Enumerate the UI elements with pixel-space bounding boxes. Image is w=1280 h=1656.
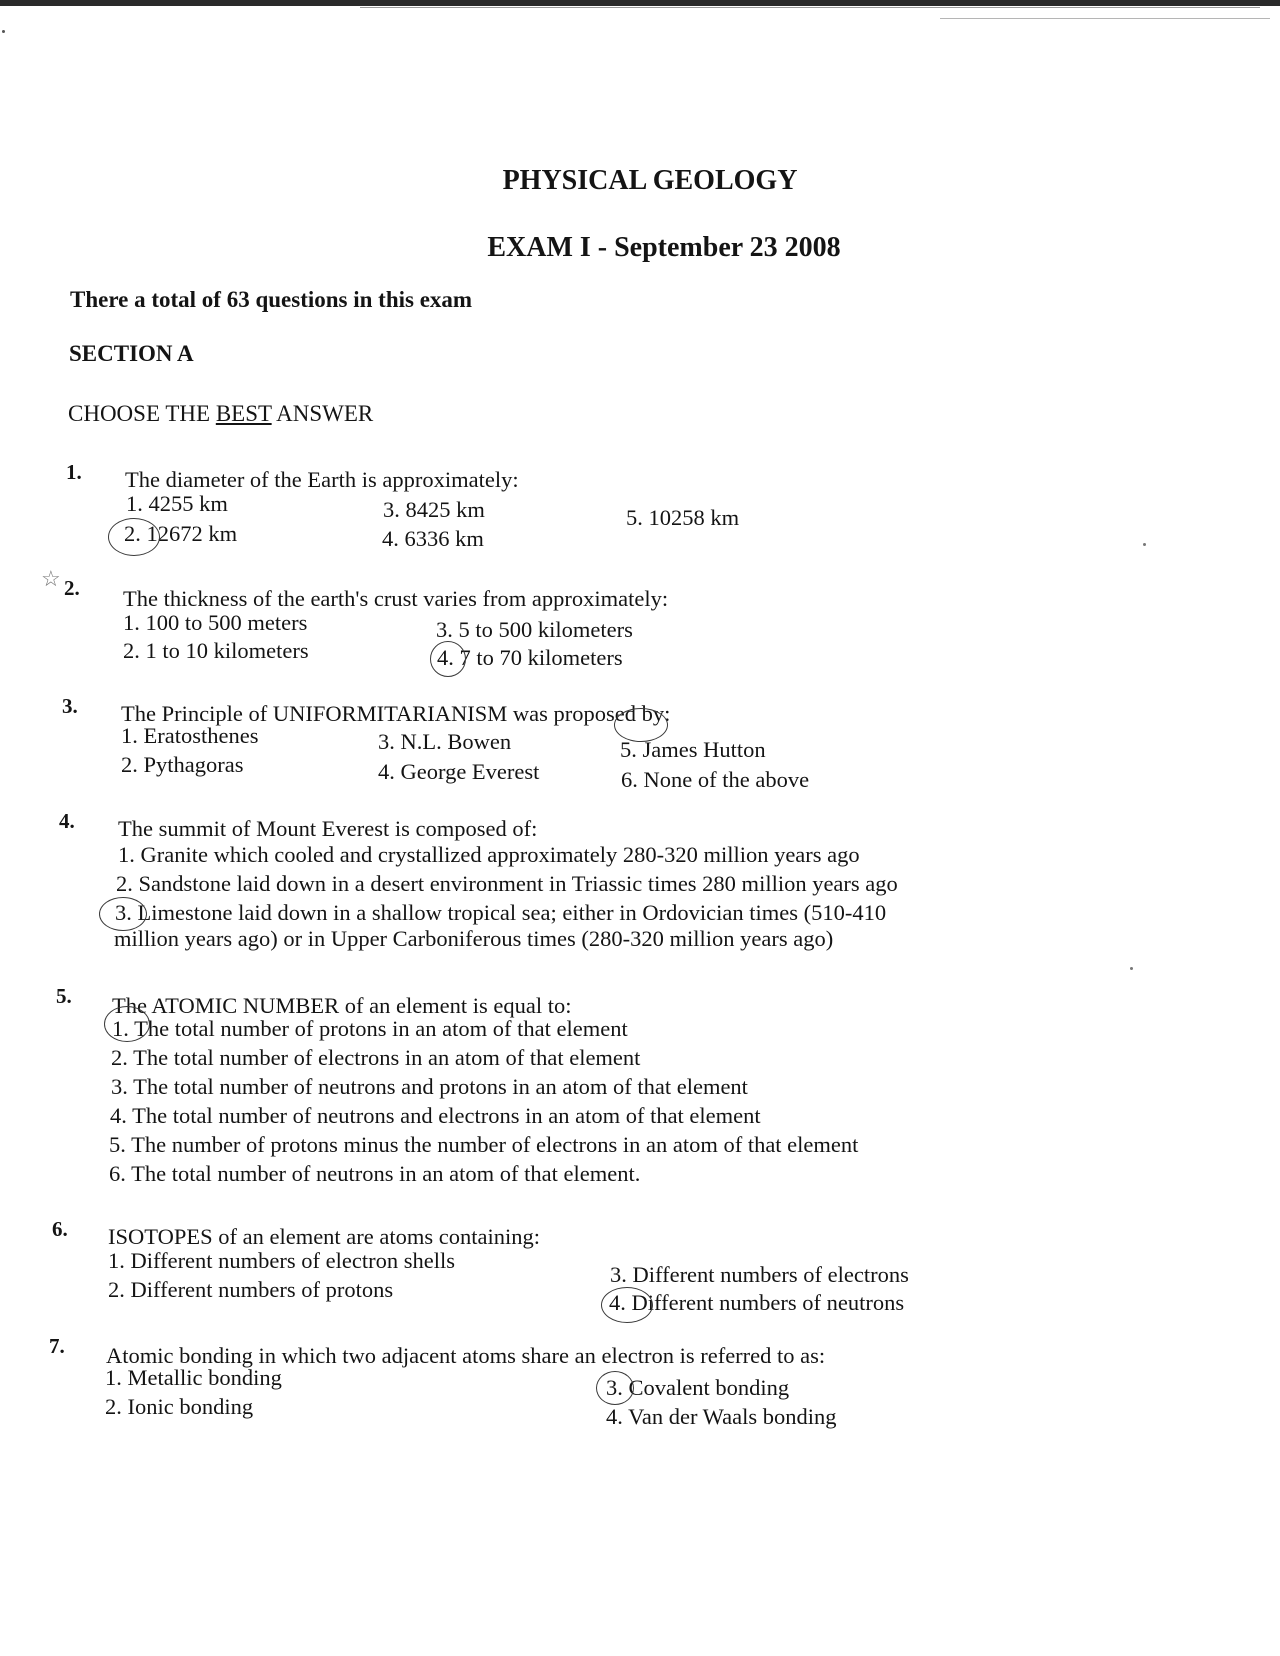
answer-circle [104, 1006, 150, 1042]
option[interactable]: 4. George Everest [378, 759, 540, 784]
option[interactable]: 5. James Hutton [620, 737, 766, 762]
answer-circle [596, 1371, 634, 1405]
option[interactable]: 2. Sandstone laid down in a desert environment in Triassic times 280 million years ago [116, 871, 898, 896]
option[interactable]: 4. Van der Waals bonding [606, 1404, 837, 1429]
answer-circle [430, 641, 466, 677]
question-number: 2. [64, 576, 80, 600]
option[interactable]: 6. The total number of neutrons in an atom of that element. [109, 1161, 641, 1186]
document-title: PHYSICAL GEOLOGY [502, 165, 798, 196]
question-text: ISOTOPES of an element are atoms containing: [108, 1224, 540, 1249]
exam-subtitle: EXAM I - September 23 2008 [487, 232, 841, 263]
scan-line [940, 18, 1270, 19]
option[interactable]: 3. Covalent bonding [606, 1375, 790, 1400]
question-text: The ATOMIC NUMBER of an element is equal to: [112, 993, 572, 1018]
option[interactable]: 1. 100 to 500 meters [123, 610, 308, 635]
option[interactable]: 4. 7 to 70 kilometers [437, 645, 623, 670]
star-mark-icon: ☆ [41, 566, 61, 591]
option[interactable]: 3. 5 to 500 kilometers [436, 617, 633, 642]
option-continuation: million years ago) or in Upper Carboniferous times (280-320 million years ago) [114, 926, 834, 951]
question-text: The diameter of the Earth is approximately: [125, 467, 519, 492]
option[interactable]: 4. 6336 km [382, 526, 484, 551]
answer-circle [99, 897, 147, 931]
question-number: 7. [49, 1334, 65, 1358]
answer-circle [614, 708, 668, 742]
question-number: 5. [56, 984, 72, 1008]
option[interactable]: 5. 10258 km [626, 505, 740, 530]
option[interactable]: 4. The total number of neutrons and electrons in an atom of that element [110, 1103, 761, 1128]
option[interactable]: 2. 12672 km [124, 521, 238, 546]
question-text: Atomic bonding in which two adjacent atoms share an electron is referred to as: [106, 1343, 826, 1368]
instruction [68, 401, 373, 427]
question-number: 1. [66, 460, 82, 484]
question-text: The Principle of UNIFORMITARIANISM was proposed by: [121, 701, 671, 726]
option[interactable]: 3. Limestone laid down in a shallow tropical sea; either in Ordovician times (510-410 [115, 900, 887, 925]
option[interactable]: 1. Granite which cooled and crystallized approximately 280-320 million years ago [118, 842, 860, 867]
option[interactable]: 1. Different numbers of electron shells [108, 1248, 455, 1273]
instruction-part: CHOOSE THE [68, 401, 211, 426]
scan-speck [2, 30, 5, 33]
option[interactable]: 4. Different numbers of neutrons [609, 1290, 905, 1315]
scan-line [360, 7, 1260, 8]
instruction-emphasis: BEST [215, 401, 272, 426]
instruction-part: ANSWER [276, 401, 374, 426]
option[interactable]: 2. Different numbers of protons [108, 1277, 394, 1302]
option[interactable]: 3. Different numbers of electrons [610, 1262, 909, 1287]
option[interactable]: 6. None of the above [621, 767, 810, 792]
question-text: The summit of Mount Everest is composed of: [118, 816, 538, 841]
option[interactable]: 3. 8425 km [383, 497, 485, 522]
answer-circle [601, 1287, 653, 1323]
option[interactable]: 3. N.L. Bowen [378, 729, 512, 754]
section-heading: SECTION A [69, 341, 194, 366]
option[interactable]: 2. Pythagoras [121, 752, 244, 777]
option[interactable]: 2. The total number of electrons in an atom of that element [111, 1045, 641, 1070]
option[interactable]: 5. The number of protons minus the number of electrons in an atom of that element [109, 1132, 859, 1157]
question-number: 3. [62, 694, 78, 718]
scan-speck [1130, 967, 1133, 970]
answer-circle [108, 518, 160, 556]
option[interactable]: 1. The total number of protons in an atom of that element [112, 1016, 628, 1041]
option[interactable]: 2. 1 to 10 kilometers [123, 638, 309, 663]
scan-top-edge [0, 0, 1280, 6]
option[interactable]: 2. Ionic bonding [105, 1394, 254, 1419]
option[interactable]: 3. The total number of neutrons and protons in an atom of that element [111, 1074, 748, 1099]
question-number: 6. [52, 1217, 68, 1241]
question-text: The thickness of the earth's crust varies from approximately: [123, 586, 669, 611]
scan-speck [1143, 543, 1146, 546]
option[interactable]: 1. Metallic bonding [105, 1365, 282, 1390]
option[interactable]: 1. Eratosthenes [121, 723, 259, 748]
question-number: 4. [59, 809, 75, 833]
option[interactable]: 1. 4255 km [126, 491, 228, 516]
total-questions-note: There a total of 63 questions in this exam [70, 287, 473, 312]
